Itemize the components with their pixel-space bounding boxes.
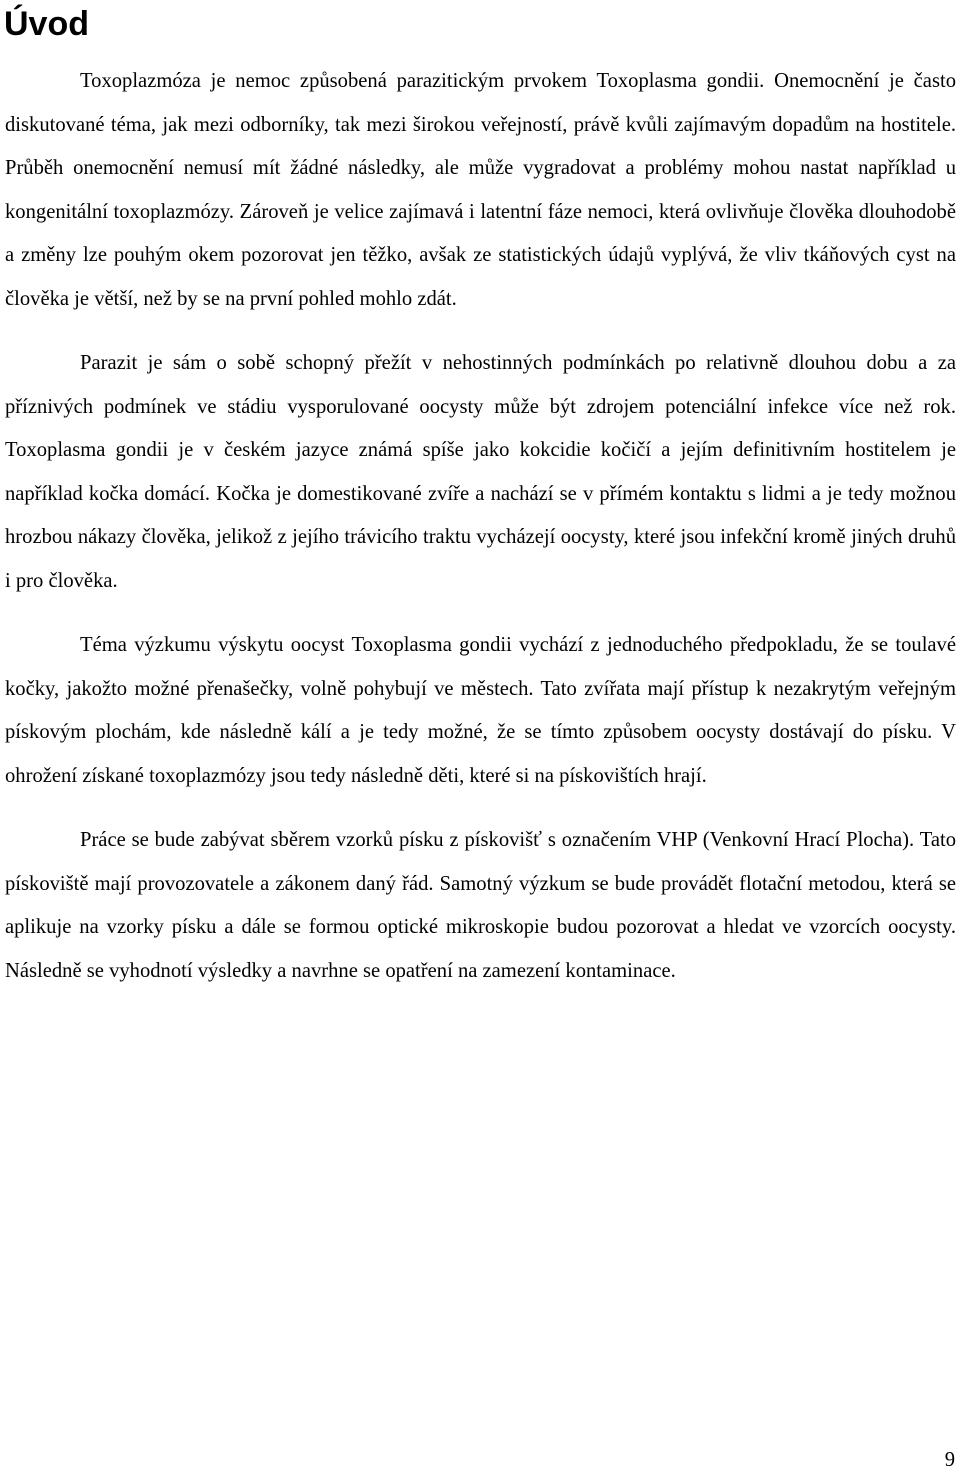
paragraph-introduction: Toxoplazmóza je nemoc způsobená parazitickým prvokem Toxoplasma gondii. Onemocnění je často diskutované téma, jak mezi odborníky, tak mezi širokou veřejností, právě kvůli zajímavým dopadům na hostitele. Průběh onemocnění nemusí mít žádné následky, ale může vygradovat a problémy mohou nastat například u kongenitální toxoplazmózy. Zároveň je velice zajímavá i latentní fáze nemoci, která ovlivňuje člověka dlouhodobě a změny lze pouhým okem pozorovat jen těžko, avšak ze statistických údajů vyplývá, že vliv tkáňových cyst na člověka je větší, než by se na první pohled mohlo zdát. xyxy=(5,70,956,310)
paragraph-parasite: Parazit je sám o sobě schopný přežít v nehostinných podmínkách po relativně dlouhou dobu a za příznivých podmínek ve stádiu vysporulované oocysty může být zdrojem potenciální infekce více než rok. Toxoplasma gondii je v českém jazyce známá spíše jako kokcidie kočičí a jejím definitivním hostitelem je například kočka domácí. Kočka je domestikované zvíře a nachází se v přímém kontaktu s lidmi a je tedy možnou hrozbou nákazy člověka, jelikož z jejího trávicího traktu vycházejí oocysty, které jsou infekční kromě jiných druhů i pro člověka. xyxy=(5,352,956,592)
body-text xyxy=(5,60,956,993)
page-number: 9 xyxy=(944,1449,955,1471)
paragraph-methods: Práce se bude zabývat sběrem vzorků písku z pískovišť s označením VHP (Venkovní Hrací Plocha). Tato pískoviště mají provozovatele a zákonem daný řád. Samotný výzkum se bude provádět flotační metodou, která se aplikuje na vzorky písku a dále se formou optické mikroskopie budou pozorovat a hledat ve vzorcích oocysty. Následně se vyhodnotí výsledky a navrhne se opatření na zamezení kontaminace. xyxy=(5,829,956,982)
paragraph-research-topic: Téma výzkumu výskytu oocyst Toxoplasma gondii vychází z jednoduchého předpokladu, že se toulavé kočky, jakožto možné přenašečky, volně pohybují ve městech. Tato zvířata mají přístup k nezakrytým veřejným pískovým plochám, kde následně kálí a je tedy možné, že se tímto způsobem oocysty dostávají do písku. V ohrožení získané toxoplazmózy jsou tedy následně děti, které si na pískovištích hrají. xyxy=(5,634,956,787)
page-heading: Úvod xyxy=(4,5,89,43)
